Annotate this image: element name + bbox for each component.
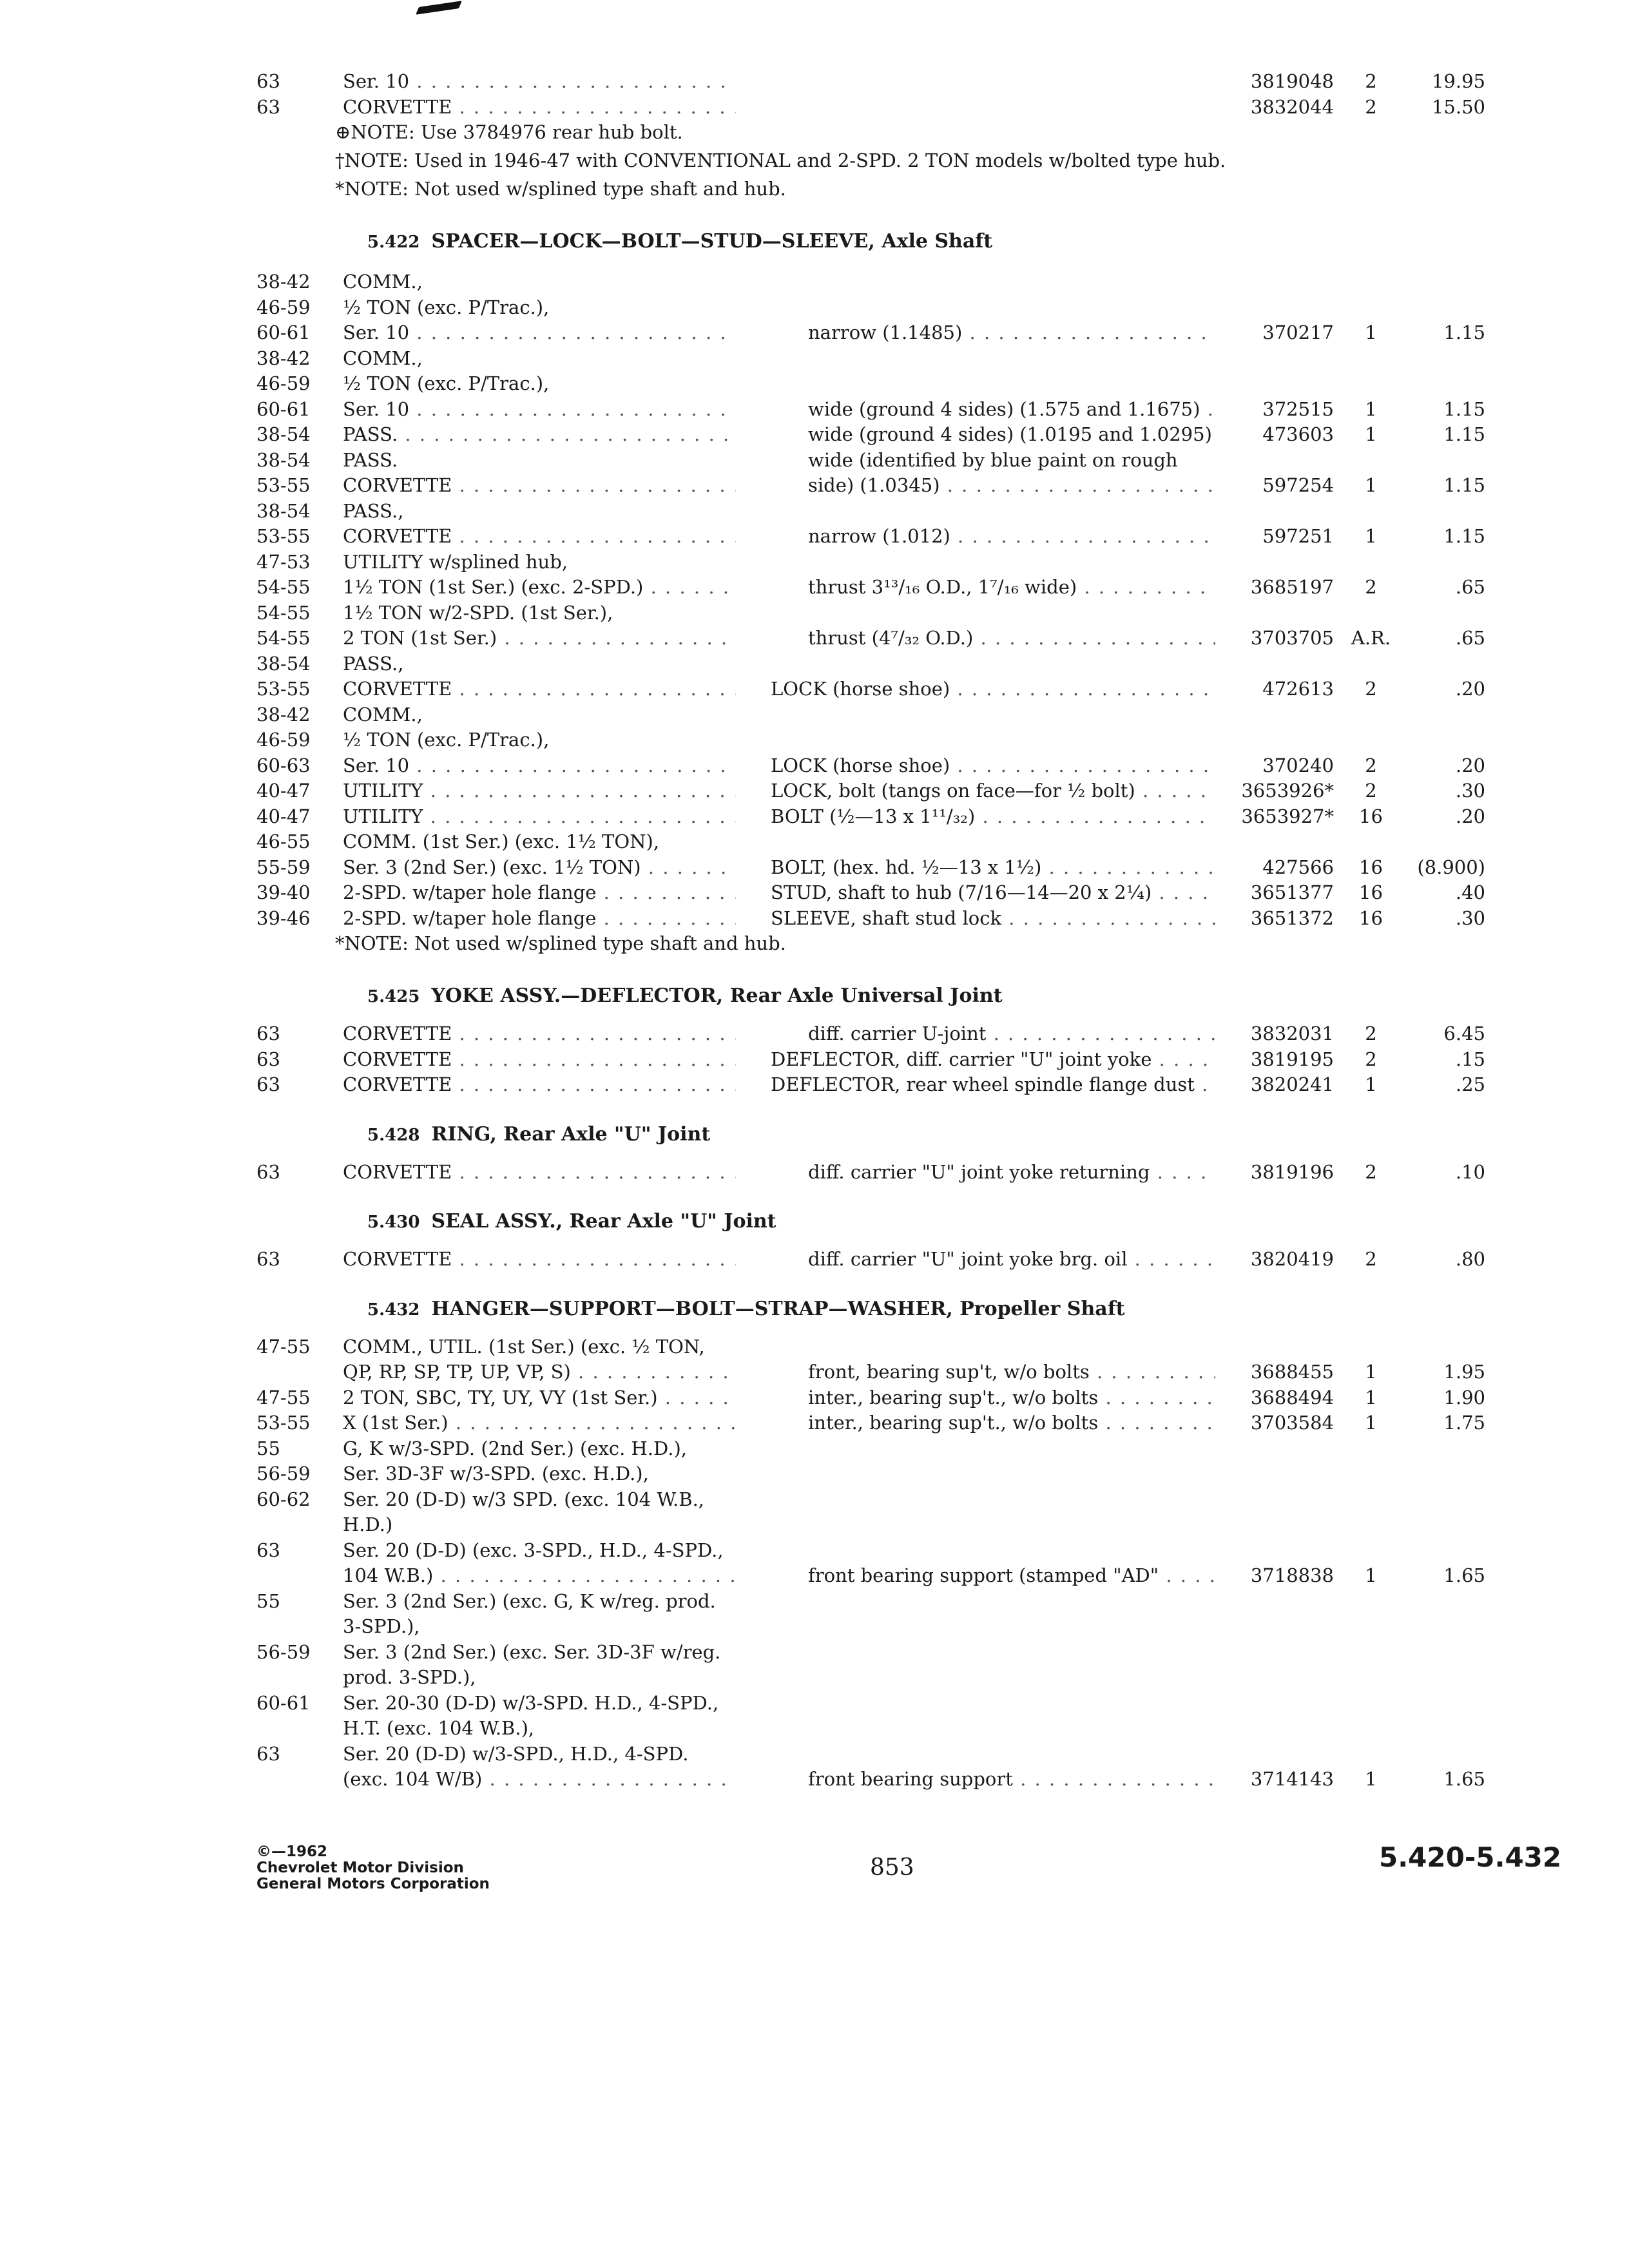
- model-cell: Ser. 20 (D-D) w/3 SPD. (exc. 104 W.B.,: [343, 1488, 705, 1510]
- quantity-cell: 2: [1365, 780, 1377, 802]
- part-number-cell: 3653926*: [1241, 780, 1334, 802]
- price-cell: .25: [1455, 1073, 1485, 1095]
- parts-row: [0, 524, 1629, 550]
- parts-row: [0, 1590, 1629, 1615]
- price-cell: 1.75: [1443, 1412, 1485, 1434]
- model-cell: 104 W.B.) . . .: [343, 1564, 736, 1587]
- parts-row: [0, 626, 1629, 652]
- price-cell: 1.15: [1443, 423, 1485, 445]
- parts-row: [0, 1160, 1629, 1186]
- parts-row: [0, 1564, 1629, 1590]
- model-cell: QP, RP, SP, TP, UP, VP, S) . . .: [343, 1360, 736, 1383]
- parts-row: [0, 805, 1629, 831]
- description-cell: inter., bearing sup't., w/o bolts . . .: [808, 1411, 1215, 1434]
- parts-row: [0, 1462, 1629, 1488]
- price-cell: 19.95: [1431, 70, 1485, 92]
- model-cell: 2 TON, SBC, TY, UY, VY (1st Ser.) . . .: [343, 1386, 736, 1409]
- years-cell: 38-54: [256, 448, 311, 471]
- part-number-cell: 3718838: [1250, 1564, 1334, 1586]
- years-cell: 63: [256, 95, 280, 118]
- model-cell: UTILITY . . .: [343, 779, 736, 802]
- parts-row: [0, 1386, 1629, 1412]
- section-title: YOKE ASSY.—DEFLECTOR, Rear Axle Universal Joint: [431, 985, 1003, 1007]
- parts-row: [0, 1742, 1629, 1768]
- quantity-cell: 1: [1365, 1768, 1377, 1790]
- parts-row: [0, 1437, 1629, 1463]
- price-cell: 1.15: [1443, 525, 1485, 547]
- years-cell: 46-59: [256, 296, 311, 318]
- years-cell: 55: [256, 1590, 280, 1612]
- years-cell: 63: [256, 1048, 280, 1070]
- note-text: ⊕NOTE: Use 3784976 rear hub bolt.: [335, 121, 683, 143]
- model-cell: Ser. 10 . . .: [343, 321, 736, 344]
- part-number-cell: 427566: [1262, 856, 1334, 878]
- model-cell: CORVETTE . . .: [343, 1073, 736, 1096]
- section-heading: [367, 1210, 776, 1234]
- description-cell: BOLT (½—13 x 1¹¹/₃₂) . . .: [771, 805, 1215, 828]
- model-cell: UTILITY w/splined hub,: [343, 550, 568, 573]
- years-cell: 56-59: [256, 1640, 311, 1663]
- model-cell: Ser. 3 (2nd Ser.) (exc. Ser. 3D-3F w/reg.: [343, 1640, 721, 1663]
- part-number-cell: 3688494: [1250, 1386, 1334, 1408]
- part-number-cell: 3820419: [1250, 1248, 1334, 1270]
- part-number-cell: 3819195: [1250, 1048, 1334, 1070]
- model-cell: 2 TON (1st Ser.) . . .: [343, 626, 736, 649]
- model-cell: 1½ TON w/2-SPD. (1st Ser.),: [343, 601, 613, 624]
- parts-row: [0, 907, 1629, 932]
- years-cell: 39-40: [256, 881, 311, 903]
- quantity-cell: 16: [1359, 907, 1383, 929]
- quantity-cell: 1: [1365, 1564, 1377, 1586]
- description-cell: wide (ground 4 sides) (1.0195 and 1.0295) . . .: [808, 423, 1215, 446]
- section-heading: [367, 1298, 1124, 1321]
- model-cell: Ser. 20 (D-D) w/3-SPD., H.D., 4-SPD.: [343, 1742, 689, 1765]
- years-cell: 60-62: [256, 1488, 311, 1510]
- model-cell: Ser. 3 (2nd Ser.) (exc. G, K w/reg. prod.: [343, 1590, 716, 1612]
- model-cell: prod. 3-SPD.),: [343, 1666, 476, 1688]
- parts-row: [0, 296, 1629, 322]
- years-cell: 60-61: [256, 398, 311, 420]
- page-number: 853: [870, 1854, 914, 1881]
- price-cell: .20: [1455, 805, 1485, 827]
- parts-row: [0, 1073, 1629, 1099]
- years-cell: 55: [256, 1437, 280, 1459]
- parts-row: [0, 652, 1629, 678]
- years-cell: 60-61: [256, 1691, 311, 1714]
- years-cell: 38-42: [256, 347, 311, 369]
- quantity-cell: 2: [1365, 1023, 1377, 1044]
- years-cell: 53-55: [256, 678, 311, 700]
- years-cell: 63: [256, 1073, 280, 1095]
- quantity-cell: 16: [1359, 805, 1383, 827]
- part-number-cell: 597251: [1262, 525, 1334, 547]
- footer-division: Chevrolet Motor Division: [256, 1860, 464, 1876]
- parts-row: [0, 754, 1629, 780]
- part-number-cell: 3832044: [1250, 95, 1334, 118]
- description-cell: side) (1.0345) . . .: [808, 474, 1215, 497]
- part-number-cell: 372515: [1262, 398, 1334, 420]
- price-cell: .15: [1455, 1048, 1485, 1070]
- price-cell: 1.15: [1443, 322, 1485, 343]
- quantity-cell: 2: [1365, 95, 1377, 118]
- model-cell: 3-SPD.),: [343, 1615, 420, 1637]
- price-cell: .20: [1455, 678, 1485, 700]
- model-cell: CORVETTE . . .: [343, 1048, 736, 1071]
- section-heading: [367, 1123, 710, 1147]
- quantity-cell: 1: [1365, 1073, 1377, 1095]
- part-number-cell: 3820241: [1250, 1073, 1334, 1095]
- model-cell: CORVETTE . . .: [343, 1022, 736, 1045]
- model-cell: CORVETTE . . .: [343, 474, 736, 497]
- years-cell: 53-55: [256, 1412, 311, 1434]
- years-cell: 46-55: [256, 831, 311, 852]
- model-cell: ½ TON (exc. P/Trac.),: [343, 372, 550, 394]
- parts-row: [0, 321, 1629, 347]
- parts-row: [0, 474, 1629, 499]
- model-cell: X (1st Ser.) . . .: [343, 1411, 736, 1434]
- parts-row: [0, 779, 1629, 805]
- model-cell: (exc. 104 W/B) . . .: [343, 1767, 736, 1791]
- quantity-cell: 2: [1365, 754, 1377, 776]
- price-cell: .65: [1455, 627, 1485, 649]
- years-cell: 38-54: [256, 652, 311, 675]
- parts-row: [0, 270, 1629, 296]
- quantity-cell: A.R.: [1351, 627, 1391, 649]
- years-cell: 63: [256, 1248, 280, 1270]
- note-text: †NOTE: Used in 1946-47 with CONVENTIONAL and 2-SPD. 2 TON models w/bolted type hub.: [335, 149, 1226, 171]
- description-cell: BOLT, (hex. hd. ½—13 x 1½) . . .: [771, 856, 1215, 879]
- parts-row: [0, 550, 1629, 576]
- parts-row: [0, 1767, 1629, 1793]
- section-number: 5.432: [367, 1300, 420, 1320]
- price-cell: .20: [1455, 754, 1485, 776]
- quantity-cell: 1: [1365, 1361, 1377, 1383]
- quantity-cell: 1: [1365, 474, 1377, 496]
- model-cell: CORVETTE . . .: [343, 524, 736, 548]
- description-cell: front, bearing sup't, w/o bolts . . .: [808, 1360, 1215, 1383]
- model-cell: UTILITY . . .: [343, 805, 736, 828]
- model-cell: COMM.,: [343, 347, 423, 369]
- description-cell: thrust 3¹³/₁₆ O.D., 1⁷/₁₆ wide) . . .: [808, 575, 1215, 599]
- years-cell: 47-55: [256, 1386, 311, 1408]
- quantity-cell: 1: [1365, 1412, 1377, 1434]
- price-cell: 1.90: [1443, 1386, 1485, 1408]
- section-number: 5.428: [367, 1125, 420, 1145]
- footer-copyright: ©—1962: [256, 1843, 328, 1860]
- model-cell: COMM., UTIL. (1st Ser.) (exc. ½ TON,: [343, 1335, 705, 1358]
- model-cell: CORVETTE . . .: [343, 1247, 736, 1271]
- parts-row: [0, 575, 1629, 601]
- parts-row: [0, 1048, 1629, 1073]
- parts-row: [0, 423, 1629, 448]
- parts-row: [0, 1513, 1629, 1539]
- years-cell: 46-59: [256, 729, 311, 751]
- years-cell: 63: [256, 1023, 280, 1044]
- part-number-cell: 3819196: [1250, 1160, 1334, 1183]
- part-number-cell: 3703705: [1250, 627, 1334, 649]
- model-cell: COMM.,: [343, 703, 423, 726]
- description-cell: narrow (1.012) . . .: [808, 524, 1215, 548]
- years-cell: 56-59: [256, 1463, 311, 1485]
- part-number-cell: 3688455: [1250, 1361, 1334, 1383]
- description-cell: LOCK (horse shoe) . . .: [771, 754, 1215, 777]
- parts-row: [0, 1360, 1629, 1386]
- section-number: 5.422: [367, 233, 420, 252]
- quantity-cell: 2: [1365, 1160, 1377, 1183]
- parts-row: [0, 1640, 1629, 1666]
- price-cell: 1.15: [1443, 398, 1485, 420]
- model-cell: PASS. . . .: [343, 423, 736, 446]
- price-cell: .30: [1455, 780, 1485, 802]
- price-cell: 1.65: [1443, 1768, 1485, 1790]
- quantity-cell: 1: [1365, 322, 1377, 343]
- price-cell: 1.65: [1443, 1564, 1485, 1586]
- years-cell: 47-55: [256, 1335, 311, 1358]
- years-cell: 47-53: [256, 550, 311, 573]
- price-cell: 1.95: [1443, 1361, 1485, 1383]
- description-cell: front bearing support . . .: [808, 1767, 1215, 1791]
- part-number-cell: 597254: [1262, 474, 1334, 496]
- part-number-cell: 3832031: [1250, 1023, 1334, 1044]
- note-text: *NOTE: Not used w/splined type shaft and hub.: [335, 932, 786, 954]
- years-cell: 63: [256, 70, 280, 92]
- model-cell: G, K w/3-SPD. (2nd Ser.) (exc. H.D.),: [343, 1437, 687, 1459]
- price-cell: 1.15: [1443, 474, 1485, 496]
- model-cell: H.D.): [343, 1514, 393, 1535]
- model-cell: Ser. 3 (2nd Ser.) (exc. 1½ TON) . . .: [343, 856, 736, 879]
- section-number: 5.425: [367, 987, 420, 1006]
- section-number: 5.430: [367, 1213, 420, 1232]
- years-cell: 38-42: [256, 271, 311, 293]
- price-cell: .10: [1455, 1160, 1485, 1183]
- quantity-cell: 2: [1365, 1048, 1377, 1070]
- price-cell: .65: [1455, 576, 1485, 598]
- parts-row: [0, 95, 1629, 121]
- model-cell: ½ TON (exc. P/Trac.),: [343, 729, 550, 751]
- parts-row: [0, 499, 1629, 525]
- model-cell: PASS.: [343, 448, 398, 471]
- years-cell: 60-63: [256, 754, 311, 776]
- part-number-cell: 3651372: [1250, 907, 1334, 929]
- years-cell: 38-54: [256, 423, 311, 445]
- price-cell: 15.50: [1431, 95, 1485, 118]
- quantity-cell: 16: [1359, 881, 1383, 903]
- model-cell: Ser. 20-30 (D-D) w/3-SPD. H.D., 4-SPD.,: [343, 1691, 719, 1714]
- years-cell: 55-59: [256, 856, 311, 878]
- price-cell: .80: [1455, 1248, 1485, 1270]
- model-cell: 2-SPD. w/taper hole flange . . .: [343, 881, 736, 904]
- years-cell: 46-59: [256, 372, 311, 394]
- footer-publisher: [256, 1844, 490, 1892]
- note-text: *NOTE: Not used w/splined type shaft and hub.: [335, 178, 786, 200]
- years-cell: 54-55: [256, 627, 311, 649]
- description-cell: inter., bearing sup't., w/o bolts . . .: [808, 1386, 1215, 1409]
- parts-row: [0, 372, 1629, 398]
- description-cell: DEFLECTOR, rear wheel spindle flange dust . . .: [771, 1073, 1215, 1096]
- parts-row: [0, 677, 1629, 703]
- description-cell: diff. carrier "U" joint yoke returning . . .: [808, 1160, 1215, 1184]
- years-cell: 40-47: [256, 805, 311, 827]
- model-cell: H.T. (exc. 104 W.B.),: [343, 1717, 535, 1739]
- part-number-cell: 370240: [1262, 754, 1334, 776]
- section-title: RING, Rear Axle "U" Joint: [431, 1122, 711, 1146]
- parts-row: [0, 70, 1629, 95]
- model-cell: COMM. (1st Ser.) (exc. 1½ TON),: [343, 831, 660, 852]
- part-number-cell: 3819048: [1250, 70, 1334, 92]
- description-cell: diff. carrier U-joint . . .: [808, 1022, 1215, 1045]
- part-number-cell: 472613: [1262, 678, 1334, 700]
- years-cell: 53-55: [256, 525, 311, 547]
- quantity-cell: 1: [1365, 398, 1377, 420]
- years-cell: 63: [256, 1160, 280, 1183]
- parts-row: [0, 398, 1629, 423]
- parts-row: [0, 347, 1629, 372]
- part-number-cell: 473603: [1262, 423, 1334, 445]
- section-title: SEAL ASSY., Rear Axle "U" Joint: [431, 1210, 776, 1233]
- years-cell: 63: [256, 1742, 280, 1765]
- section-range: 5.420-5.432: [1379, 1841, 1562, 1873]
- model-cell: COMM.,: [343, 271, 423, 293]
- part-number-cell: 3714143: [1250, 1768, 1334, 1790]
- quantity-cell: 2: [1365, 70, 1377, 92]
- parts-row: [0, 1335, 1629, 1361]
- parts-row: [0, 881, 1629, 907]
- quantity-cell: 2: [1365, 576, 1377, 598]
- description-cell: LOCK, bolt (tangs on face—for ½ bolt) . . .: [771, 779, 1215, 802]
- price-cell: .30: [1455, 907, 1485, 929]
- parts-row: [0, 1411, 1629, 1437]
- years-cell: 54-55: [256, 576, 311, 598]
- years-cell: 39-46: [256, 907, 311, 929]
- parts-row: [0, 1022, 1629, 1048]
- quantity-cell: 2: [1365, 678, 1377, 700]
- part-number-cell: 3651377: [1250, 881, 1334, 903]
- model-cell: Ser. 20 (D-D) (exc. 3-SPD., H.D., 4-SPD.,: [343, 1539, 724, 1561]
- model-cell: Ser. 10 . . .: [343, 754, 736, 777]
- description-cell: DEFLECTOR, diff. carrier "U" joint yoke . . .: [771, 1048, 1215, 1071]
- parts-row: [0, 1691, 1629, 1717]
- description-cell: wide (identified by blue paint on rough: [808, 448, 1178, 471]
- description-cell: diff. carrier "U" joint yoke brg. oil . . .: [808, 1247, 1215, 1271]
- model-cell: Ser. 10 . . .: [343, 398, 736, 421]
- years-cell: 38-54: [256, 499, 311, 522]
- description-cell: narrow (1.1485) . . .: [808, 321, 1215, 344]
- parts-row: [0, 1488, 1629, 1514]
- parts-row: [0, 1539, 1629, 1564]
- years-cell: 54-55: [256, 601, 311, 624]
- years-cell: 38-42: [256, 703, 311, 726]
- model-cell: Ser. 3D-3F w/3-SPD. (exc. H.D.),: [343, 1463, 649, 1485]
- parts-row: [0, 1716, 1629, 1742]
- description-cell: wide (ground 4 sides) (1.575 and 1.1675) . . .: [808, 398, 1215, 421]
- price-cell: 6.45: [1443, 1023, 1485, 1044]
- part-number-cell: 3653927*: [1241, 805, 1334, 827]
- part-number-cell: 3703584: [1250, 1412, 1334, 1434]
- parts-row: [0, 448, 1629, 474]
- model-cell: CORVETTE . . .: [343, 677, 736, 700]
- model-cell: 2-SPD. w/taper hole flange . . .: [343, 907, 736, 930]
- part-number-cell: 3685197: [1250, 576, 1334, 598]
- section-heading: [367, 985, 1003, 1008]
- section-title: SPACER—LOCK—BOLT—STUD—SLEEVE, Axle Shaft: [431, 230, 993, 253]
- parts-row: [0, 728, 1629, 754]
- part-number-cell: 370217: [1262, 322, 1334, 343]
- parts-row: [0, 1615, 1629, 1640]
- description-cell: front bearing support (stamped "AD" . . .: [808, 1564, 1215, 1587]
- quantity-cell: 16: [1359, 856, 1383, 878]
- model-cell: CORVETTE . . .: [343, 1160, 736, 1184]
- description-cell: LOCK (horse shoe) . . .: [771, 677, 1215, 700]
- section-title: HANGER—SUPPORT—BOLT—STRAP—WASHER, Propeller Shaft: [431, 1297, 1125, 1320]
- quantity-cell: 1: [1365, 525, 1377, 547]
- quantity-cell: 2: [1365, 1248, 1377, 1270]
- model-cell: PASS.,: [343, 499, 404, 522]
- parts-row: [0, 703, 1629, 729]
- model-cell: ½ TON (exc. P/Trac.),: [343, 296, 550, 318]
- years-cell: 63: [256, 1539, 280, 1561]
- years-cell: 60-61: [256, 322, 311, 343]
- description-cell: thrust (4⁷/₃₂ O.D.) . . .: [808, 626, 1215, 649]
- description-cell: SLEEVE, shaft stud lock . . .: [771, 907, 1215, 930]
- price-cell: .40: [1455, 881, 1485, 903]
- description-cell: STUD, shaft to hub (7/16—14—20 x 2¼) . . .: [771, 881, 1215, 904]
- quantity-cell: 1: [1365, 423, 1377, 445]
- years-cell: 40-47: [256, 780, 311, 802]
- model-cell: Ser. 10 . . .: [343, 70, 736, 93]
- parts-row: [0, 601, 1629, 627]
- parts-row: [0, 856, 1629, 881]
- section-heading: [367, 230, 992, 254]
- quantity-cell: 1: [1365, 1386, 1377, 1408]
- parts-row: [0, 830, 1629, 856]
- price-cell: (8.900): [1417, 856, 1485, 878]
- parts-row: [0, 1666, 1629, 1691]
- model-cell: CORVETTE . . .: [343, 95, 736, 119]
- years-cell: 53-55: [256, 474, 311, 496]
- model-cell: 1½ TON (1st Ser.) (exc. 2-SPD.) . . .: [343, 575, 736, 599]
- footer-corporation: General Motors Corporation: [256, 1876, 490, 1892]
- model-cell: PASS.,: [343, 652, 404, 675]
- parts-row: [0, 1247, 1629, 1273]
